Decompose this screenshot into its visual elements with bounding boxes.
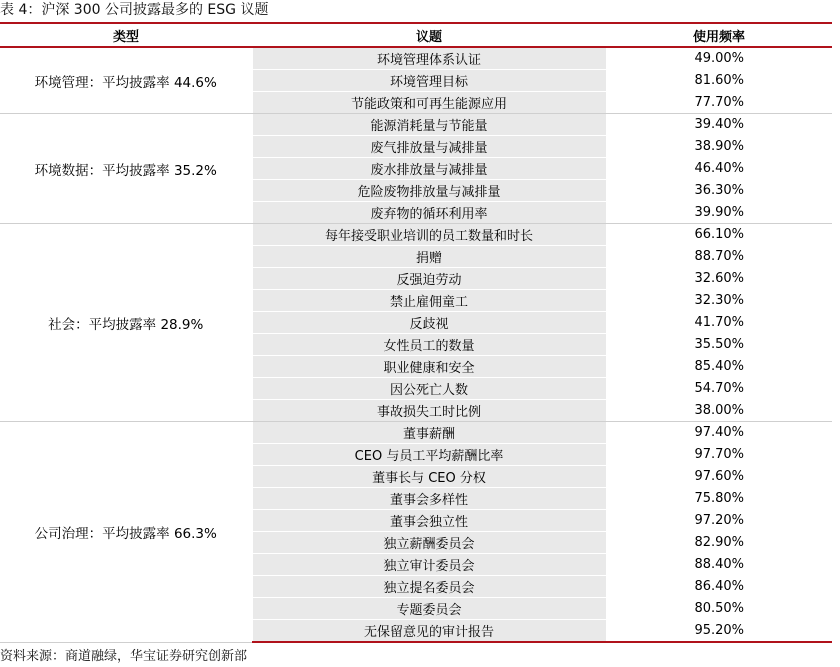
topic-cell: 废弃物的循环利用率 bbox=[252, 202, 606, 224]
topic-cell: 危险废物排放量与减排量 bbox=[252, 180, 606, 202]
topic-cell: 董事薪酬 bbox=[252, 422, 606, 444]
frequency-cell: 97.70% bbox=[606, 444, 832, 466]
header-frequency: 使用频率 bbox=[606, 23, 832, 47]
topic-cell: 无保留意见的审计报告 bbox=[252, 620, 606, 643]
frequency-cell: 38.00% bbox=[606, 400, 832, 422]
frequency-cell: 36.30% bbox=[606, 180, 832, 202]
esg-topics-table-wrapper bbox=[0, 22, 832, 643]
frequency-cell: 41.70% bbox=[606, 312, 832, 334]
topic-cell: 独立审计委员会 bbox=[252, 554, 606, 576]
frequency-cell: 54.70% bbox=[606, 378, 832, 400]
frequency-cell: 39.90% bbox=[606, 202, 832, 224]
topic-cell: 专题委员会 bbox=[252, 598, 606, 620]
table-caption: 表 4：沪深 300 公司披露最多的 ESG 议题 bbox=[0, 2, 269, 18]
topic-cell: 董事会多样性 bbox=[252, 488, 606, 510]
frequency-cell: 77.70% bbox=[606, 92, 832, 114]
frequency-cell: 82.90% bbox=[606, 532, 832, 554]
frequency-cell: 49.00% bbox=[606, 47, 832, 70]
header-topic: 议题 bbox=[252, 23, 606, 47]
frequency-cell: 39.40% bbox=[606, 114, 832, 136]
topic-cell: 能源消耗量与节能量 bbox=[252, 114, 606, 136]
topic-cell: 环境管理体系认证 bbox=[252, 47, 606, 70]
category-cell: 公司治理：平均披露率 66.3% bbox=[0, 422, 252, 643]
frequency-cell: 86.40% bbox=[606, 576, 832, 598]
topic-cell: 捐赠 bbox=[252, 246, 606, 268]
frequency-cell: 66.10% bbox=[606, 224, 832, 246]
frequency-cell: 97.40% bbox=[606, 422, 832, 444]
frequency-cell: 35.50% bbox=[606, 334, 832, 356]
table-header-row bbox=[0, 23, 832, 47]
topic-cell: 禁止雇佣童工 bbox=[252, 290, 606, 312]
frequency-cell: 38.90% bbox=[606, 136, 832, 158]
topic-cell: 职业健康和安全 bbox=[252, 356, 606, 378]
frequency-cell: 75.80% bbox=[606, 488, 832, 510]
table-row bbox=[0, 47, 832, 70]
topic-cell: 董事会独立性 bbox=[252, 510, 606, 532]
topic-cell: 废水排放量与减排量 bbox=[252, 158, 606, 180]
frequency-cell: 95.20% bbox=[606, 620, 832, 643]
topic-cell: 环境管理目标 bbox=[252, 70, 606, 92]
frequency-cell: 46.40% bbox=[606, 158, 832, 180]
topic-cell: 每年接受职业培训的员工数量和时长 bbox=[252, 224, 606, 246]
topic-cell: 废气排放量与减排量 bbox=[252, 136, 606, 158]
topic-cell: 因公死亡人数 bbox=[252, 378, 606, 400]
topic-cell: 反强迫劳动 bbox=[252, 268, 606, 290]
topic-cell: 事故损失工时比例 bbox=[252, 400, 606, 422]
topic-cell: 反歧视 bbox=[252, 312, 606, 334]
frequency-cell: 88.70% bbox=[606, 246, 832, 268]
topic-cell: 董事长与 CEO 分权 bbox=[252, 466, 606, 488]
table-row bbox=[0, 422, 832, 444]
topic-cell: 女性员工的数量 bbox=[252, 334, 606, 356]
topic-cell: 节能政策和可再生能源应用 bbox=[252, 92, 606, 114]
frequency-cell: 32.60% bbox=[606, 268, 832, 290]
frequency-cell: 85.40% bbox=[606, 356, 832, 378]
category-cell: 社会：平均披露率 28.9% bbox=[0, 224, 252, 422]
topic-cell: CEO 与员工平均薪酬比率 bbox=[252, 444, 606, 466]
topic-cell: 独立薪酬委员会 bbox=[252, 532, 606, 554]
table-body bbox=[0, 47, 832, 642]
frequency-cell: 97.20% bbox=[606, 510, 832, 532]
table-row bbox=[0, 114, 832, 136]
frequency-cell: 81.60% bbox=[606, 70, 832, 92]
frequency-cell: 80.50% bbox=[606, 598, 832, 620]
esg-topics-table bbox=[0, 22, 832, 643]
frequency-cell: 32.30% bbox=[606, 290, 832, 312]
frequency-cell: 97.60% bbox=[606, 466, 832, 488]
category-cell: 环境数据：平均披露率 35.2% bbox=[0, 114, 252, 224]
category-cell: 环境管理：平均披露率 44.6% bbox=[0, 47, 252, 114]
frequency-cell: 88.40% bbox=[606, 554, 832, 576]
source-note: 资料来源：商道融绿，华宝证券研究创新部 bbox=[0, 649, 248, 664]
table-row bbox=[0, 224, 832, 246]
header-type: 类型 bbox=[0, 23, 252, 47]
topic-cell: 独立提名委员会 bbox=[252, 576, 606, 598]
